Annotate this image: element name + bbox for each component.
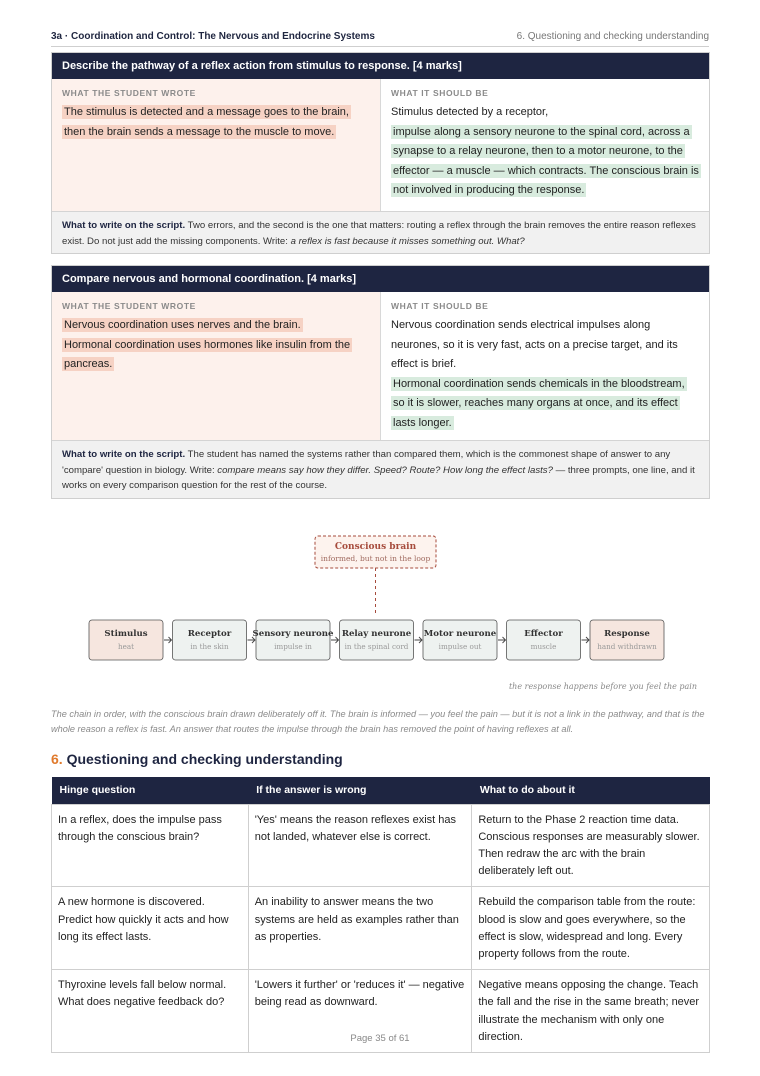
header-divider — [51, 46, 709, 47]
conscious-brain-subtitle: informed, but not in the loop — [320, 554, 431, 563]
chain-node-box — [89, 620, 163, 660]
chain-node-title: Relay neurone — [341, 629, 412, 639]
chain-node-subtitle: hand withdrawn — [597, 642, 657, 651]
chain-node-box — [423, 620, 497, 660]
chain-node-subtitle: impulse in — [274, 642, 312, 651]
misconception-block-coordination — [51, 265, 710, 499]
chain-node-title: Sensory neurone — [252, 629, 334, 639]
reflex-chain — [89, 620, 664, 660]
diagram-caption: The chain in order, with the conscious brain drawn deliberately off it. The brain is informed — you feel the pain — but it is not a link in the pathway, and that is the whole reason a reflex is fast. An answer that routes the impulse through the brain has removed the point of having reflexes at all. — [51, 709, 705, 734]
chain-arrow — [498, 637, 506, 643]
chain-node-relay-neurone — [340, 620, 414, 660]
conscious-brain-title: Conscious brain — [334, 542, 417, 552]
chain-arrow — [415, 637, 423, 643]
chain-node-subtitle: muscle — [530, 642, 557, 651]
incorrect-highlight: Hormonal coordination uses hormones like insulin from the pancreas. — [64, 338, 351, 370]
chain-node-title: Stimulus — [104, 629, 148, 639]
chain-node-title: Effector — [524, 629, 563, 639]
action-cell: Negative means opposing the change. Teach the fall and the rise in the same breath; never illustrate the mechanism with only one direction. — [472, 970, 710, 1053]
chain-node-box — [173, 620, 247, 660]
chain-node-stimulus — [89, 620, 163, 660]
script-advice — [52, 440, 709, 498]
student-answer-label: WHAT THE STUDENT WROTE — [62, 88, 196, 98]
model-answer-label: WHAT IT SHOULD BE — [391, 301, 489, 311]
chain-node-subtitle: heat — [117, 642, 135, 651]
model-answer-column — [381, 79, 709, 211]
student-answer-column — [52, 79, 381, 211]
correct-highlight: impulse along a sensory neurone to the spinal cord, across a synapse to a relay neurone, then to a motor neurone, to the effector — a muscle — which contracts. The conscious brain is not involved in producing the response. — [393, 125, 699, 196]
section-heading — [51, 751, 343, 767]
chain-node-box — [256, 620, 330, 660]
script-advice-text: Two errors, and the second is the one that matters: routing a reflex through the brain removes the entire reason reflexes exist. Do not just add the missing components. Write: — [62, 220, 696, 247]
column-header: If the answer is wrong — [248, 777, 472, 804]
script-advice-tail: — three prompts, one line, and it works on every comparison question for the rest of the course. — [62, 464, 695, 491]
table-row — [52, 804, 710, 887]
column-header: Hinge question — [52, 777, 249, 804]
hinge-question-cell: A new hormone is discovered. Predict how quickly it acts and how long its effect lasts. — [52, 887, 249, 970]
chain-node-motor-neurone — [423, 620, 497, 660]
correct-highlight: Hormonal coordination sends chemicals in the bloodstream, so it is slower, reaches many organs at once, and its effect lasts longer. — [393, 377, 685, 429]
model-answer-text — [391, 103, 699, 201]
chapter-title: 3a · Coordination and Control: The Nervous and Endocrine Systems — [51, 30, 375, 42]
student-answer-text — [62, 103, 370, 142]
chain-node-title: Motor neurone — [423, 629, 497, 639]
chain-node-subtitle: in the skin — [190, 642, 229, 651]
script-advice-prompt: a reflex is fast because it misses something out. What? — [290, 235, 525, 247]
hinge-question-cell: In a reflex, does the impulse pass through the conscious brain? — [52, 804, 249, 887]
script-advice-text: The student has named the systems rather than compared them, which is the commonest shape of answer to any 'compare' question in biology. Write: — [62, 449, 671, 476]
student-answer-label: WHAT THE STUDENT WROTE — [62, 301, 196, 311]
hinge-question-table — [51, 777, 710, 1053]
table-header-row — [52, 777, 710, 804]
chain-arrow — [582, 637, 590, 643]
chain-node-response — [590, 620, 664, 660]
script-advice-label: What to write on the script. — [62, 220, 186, 231]
hinge-question-cell: Thyroxine levels fall below normal. What does negative feedback do? — [52, 970, 249, 1053]
chain-node-receptor — [173, 620, 247, 660]
student-answer-text — [62, 316, 370, 375]
incorrect-highlight: Nervous coordination uses nerves and the brain. — [64, 319, 301, 331]
chain-node-subtitle: impulse out — [438, 642, 482, 651]
chain-node-box — [507, 620, 581, 660]
model-answer-label: WHAT IT SHOULD BE — [391, 88, 489, 98]
question-title: Describe the pathway of a reflex action from stimulus to response. [4 marks] — [52, 53, 709, 79]
reflex-arc-svg — [51, 525, 710, 695]
column-header: What to do about it — [472, 777, 710, 804]
question-title: Compare nervous and hormonal coordination. [4 marks] — [52, 266, 709, 292]
student-answer-column — [52, 292, 381, 440]
model-answer-text — [391, 316, 699, 433]
chain-arrow — [164, 637, 172, 643]
wrong-answer-cell: An inability to answer means the two systems are held as examples rather than as properties. — [248, 887, 472, 970]
model-answer-plain: Nervous coordination sends electrical impulses along neurones, so it is very fast, acts on a precise target, and its effect is brief. — [391, 319, 678, 370]
script-advice-prompt: compare means say how they differ. Speed? Route? How long the effect lasts? — [217, 464, 553, 476]
model-answer-column — [381, 292, 709, 440]
script-advice — [52, 211, 709, 253]
chain-node-box — [340, 620, 414, 660]
script-advice-label: What to write on the script. — [62, 449, 186, 460]
chain-node-effector — [507, 620, 581, 660]
misconception-block-reflex — [51, 52, 710, 254]
section-number: 6. — [51, 751, 63, 767]
section-running-title: 6. Questioning and checking understanding — [516, 30, 709, 42]
incorrect-highlight: The stimulus is detected and a message goes to the brain, then the brain sends a message to the muscle to move. — [64, 106, 349, 138]
conscious-brain-box — [315, 536, 436, 568]
chain-node-sensory-neurone — [253, 620, 334, 660]
chain-node-title: Response — [604, 629, 650, 639]
page-number: Page 35 of 61 — [350, 1033, 410, 1044]
timing-note: the response happens before you feel the pain — [508, 682, 697, 691]
chain-node-subtitle: in the spinal cord — [344, 642, 409, 651]
wrong-answer-cell: 'Lowers it further' or 'reduces it' — negative being read as downward. — [248, 970, 472, 1053]
reflex-arc-diagram — [51, 525, 710, 695]
model-answer-plain: Stimulus detected by a receptor, — [391, 106, 549, 118]
section-title: Questioning and checking understanding — [66, 751, 343, 767]
chain-node-box — [590, 620, 664, 660]
table-row — [52, 887, 710, 970]
wrong-answer-cell: 'Yes' means the reason reflexes exist has not landed, whatever else is correct. — [248, 804, 472, 887]
action-cell: Rebuild the comparison table from the route: blood is slow and goes everywhere, so the effect is slow, widespread and long. Every property follows from the route. — [472, 887, 710, 970]
chain-node-title: Receptor — [187, 629, 232, 639]
action-cell: Return to the Phase 2 reaction time data. Conscious responses are measurably slower. Then redraw the arc with the brain deliberately left out. — [472, 804, 710, 887]
page-header — [51, 28, 709, 44]
